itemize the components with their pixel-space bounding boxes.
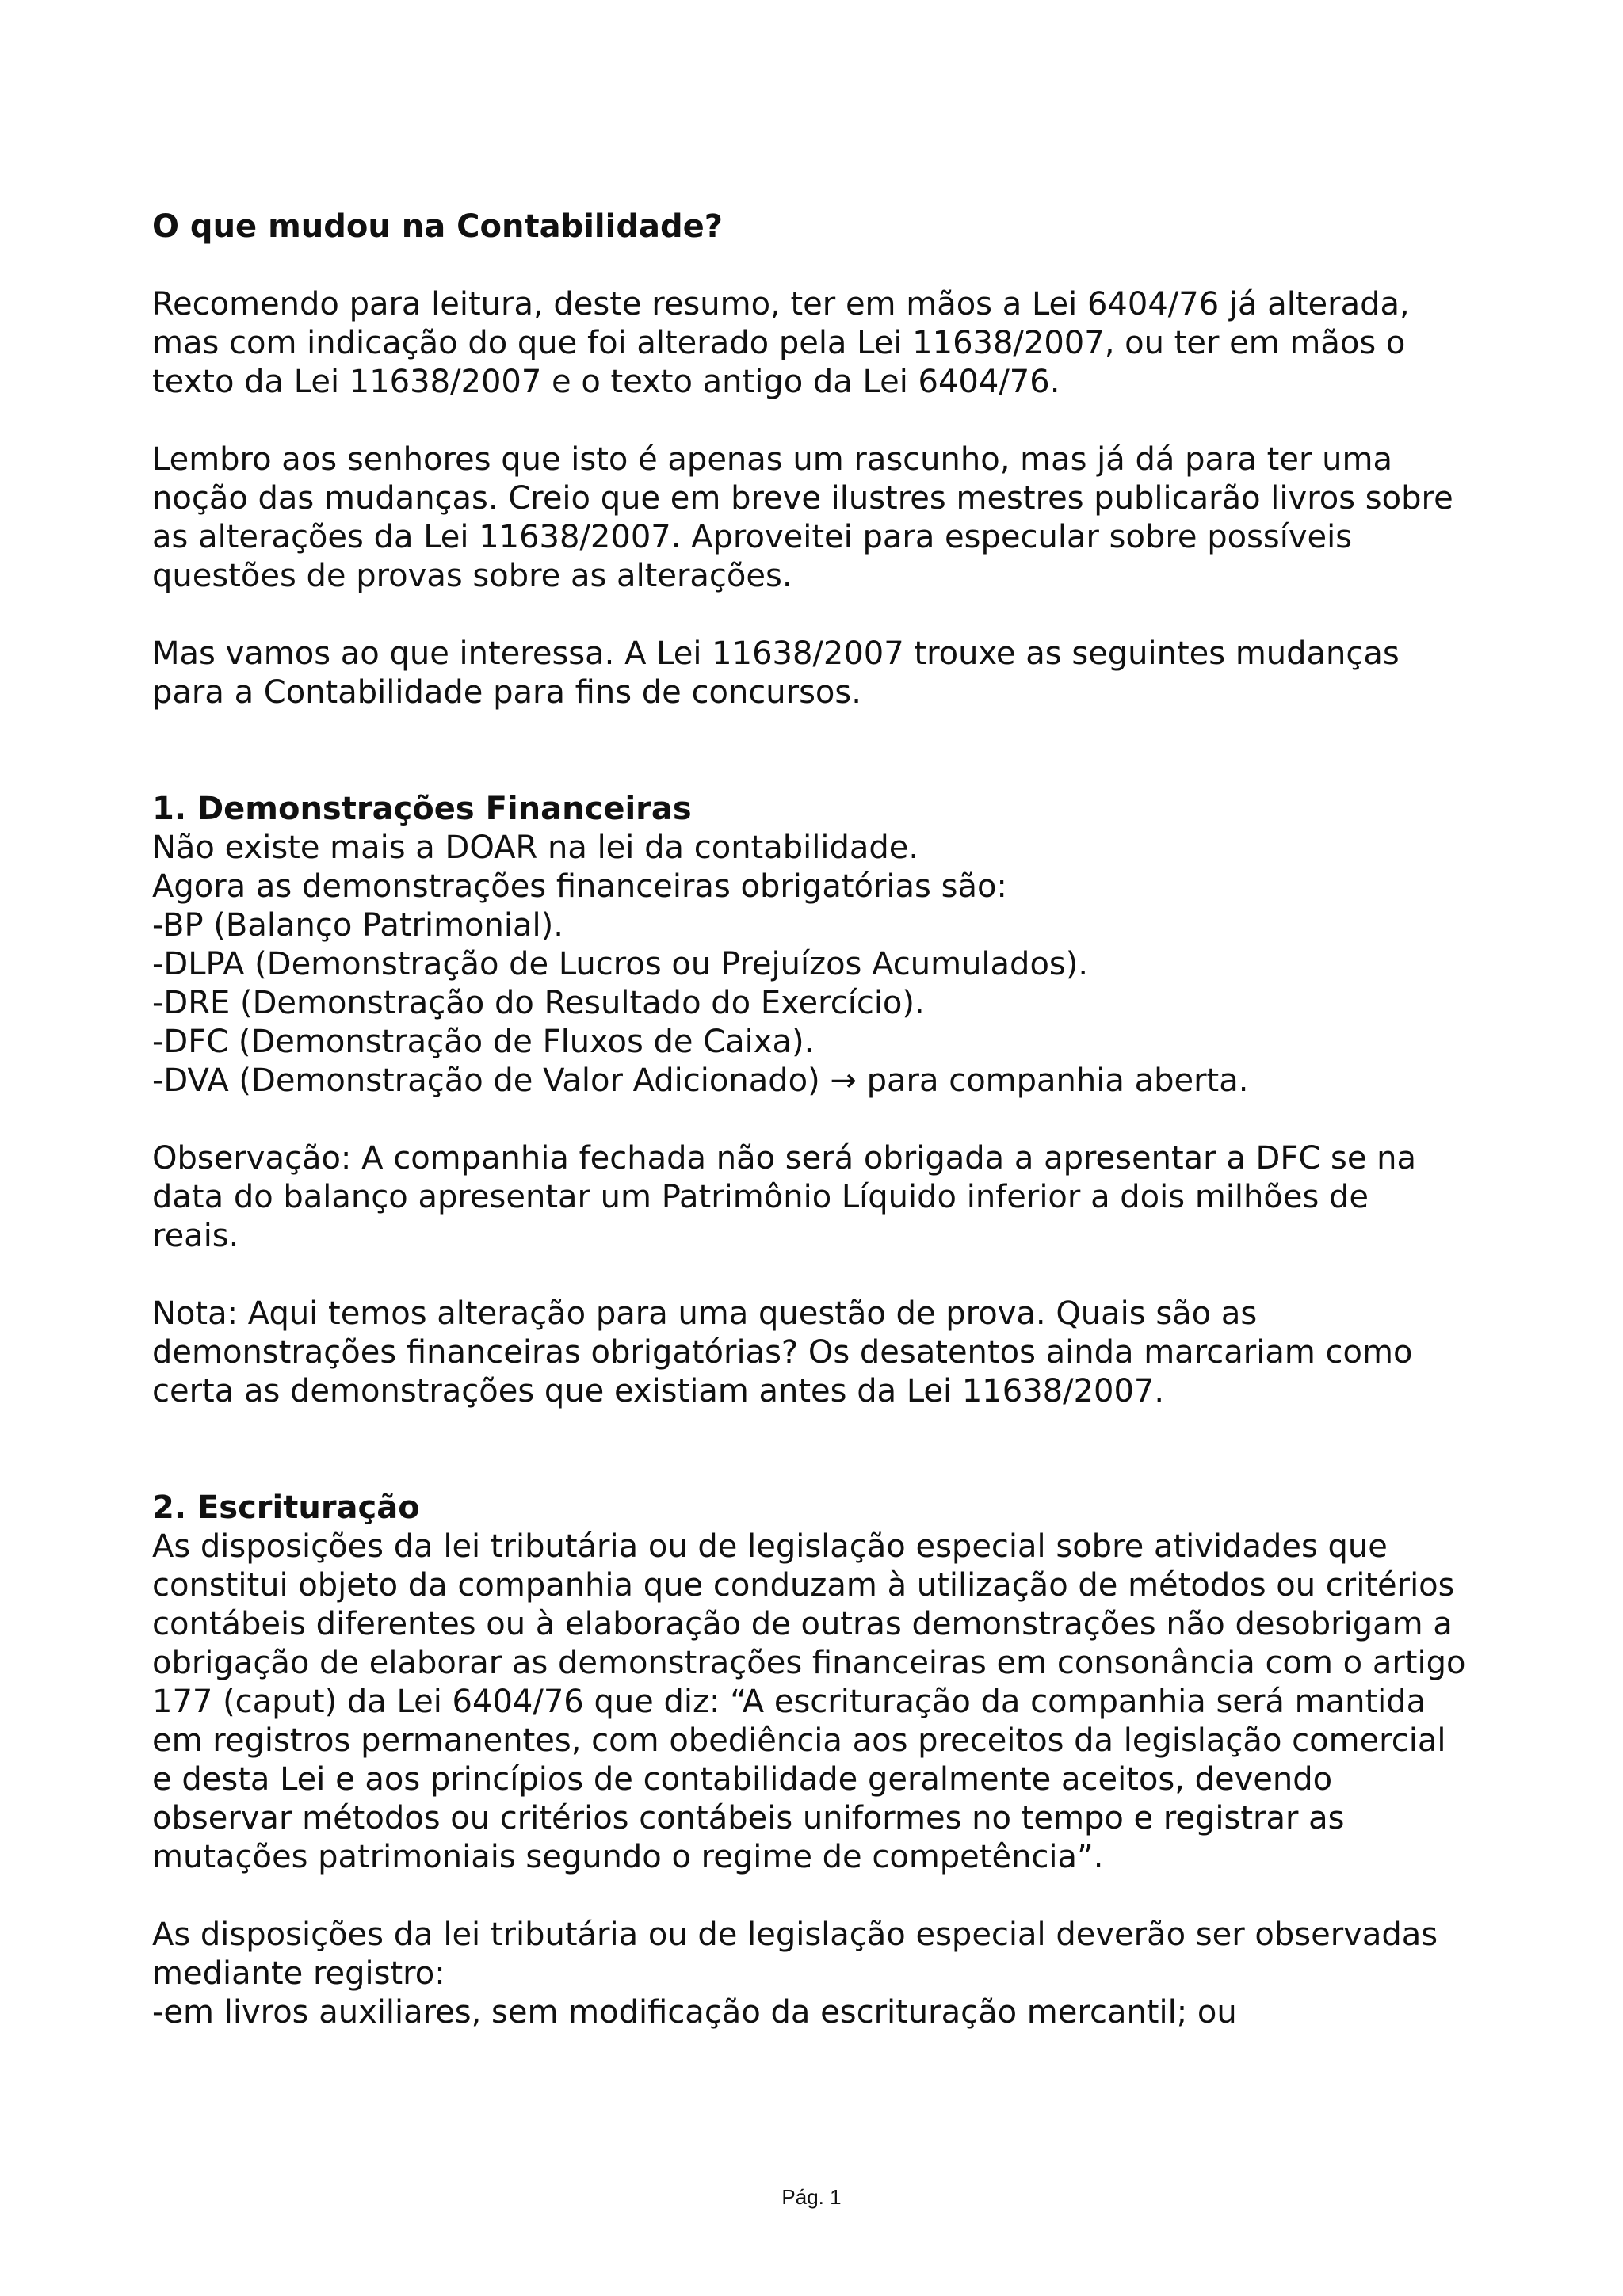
text-line: As disposições da lei tributária ou de legislação especial deverão ser observadas [152,1917,1438,1953]
list-item: -BP (Balanço Patrimonial). [152,907,563,944]
list-item: -DVA (Demonstração de Valor Adicionado) → para companhia aberta. [152,1062,1249,1099]
text-line: contábeis diferentes ou à elaboração de outras demonstrações não desobrigam a [152,1606,1453,1642]
text-line: e desta Lei e aos princípios de contabilidade geralmente aceitos, devendo [152,1761,1333,1798]
intro-paragraph-2 [152,441,1491,596]
text-line: Observação: A companhia fechada não será obrigada a apresentar a DFC se na [152,1140,1417,1177]
intro-paragraph-3 [152,635,1491,712]
text-line: mas com indicação do que foi alterado pela Lei 11638/2007, ou ter em mãos o [152,325,1406,361]
escrituracao-paragraph-2 [152,1916,1491,2032]
text-line: mutações patrimoniais segundo o regime de competência”. [152,1839,1104,1875]
text-line: em registros permanentes, com obediência aos preceitos da legislação comercial [152,1722,1446,1759]
text-line: Agora as demonstrações financeiras obrigatórias são: [152,868,1007,905]
text-line: mediante registro: [152,1955,445,1992]
text-line: as alterações da Lei 11638/2007. Aproveitei para especular sobre possíveis [152,519,1353,555]
text-line: 177 (caput) da Lei 6404/76 que diz: “A escrituração da companhia será mantida [152,1684,1426,1720]
text-line: data do balanço apresentar um Patrimônio Líquido inferior a dois milhões de [152,1179,1369,1215]
text-line: constitui objeto da companhia que conduzam à utilização de métodos ou critérios [152,1567,1455,1604]
text-line: certa as demonstrações que existiam antes da Lei 11638/2007. [152,1373,1165,1409]
text-line: Não existe mais a DOAR na lei da contabilidade. [152,830,919,866]
section-demonstracoes [152,790,1491,1411]
list-item: -DFC (Demonstração de Fluxos de Caixa). [152,1024,815,1060]
nota-paragraph [152,1295,1491,1411]
text-line: demonstrações financeiras obrigatórias? Os desatentos ainda marcariam como [152,1334,1413,1371]
text-line: Nota: Aqui temos alteração para uma questão de prova. Quais são as [152,1295,1258,1332]
section-escrituracao [152,1489,1491,2032]
text-line: texto da Lei 11638/2007 e o texto antigo da Lei 6404/76. [152,364,1060,400]
observacao-paragraph [152,1139,1491,1256]
section-heading: 2. Escrituração [152,1489,420,1526]
list-item: -DRE (Demonstração do Resultado do Exercício). [152,985,925,1021]
text-line: observar métodos ou critérios contábeis uniformes no tempo e registrar as [152,1800,1345,1836]
text-line: para a Contabilidade para fins de concursos. [152,674,861,711]
text-line: As disposições da lei tributária ou de legislação especial sobre atividades que [152,1528,1388,1565]
list-item: -em livros auxiliares, sem modificação da escrituração mercantil; ou [152,1994,1237,2031]
text-line: Recomendo para leitura, deste resumo, ter em mãos a Lei 6404/76 já alterada, [152,286,1410,322]
page-number: Pág. 1 [781,2185,842,2209]
document-title: O que mudou na Contabilidade? [152,208,723,245]
text-line: noção das mudanças. Creio que em breve ilustres mestres publicarão livros sobre [152,480,1453,517]
text-line: obrigação de elaborar as demonstrações financeiras em consonância com o artigo [152,1645,1466,1681]
section-heading: 1. Demonstrações Financeiras [152,791,692,827]
intro-paragraph-1 [152,285,1491,402]
escrituracao-paragraph-1 [152,1527,1491,1877]
text-line: questões de provas sobre as alterações. [152,558,792,594]
document-page [152,208,1491,2032]
text-line: Mas vamos ao que interessa. A Lei 11638/2007 trouxe as seguintes mudanças [152,635,1400,672]
text-line: reais. [152,1218,239,1254]
list-item: -DLPA (Demonstração de Lucros ou Prejuízos Acumulados). [152,946,1089,982]
text-line: Lembro aos senhores que isto é apenas um rascunho, mas já dá para ter uma [152,441,1392,478]
